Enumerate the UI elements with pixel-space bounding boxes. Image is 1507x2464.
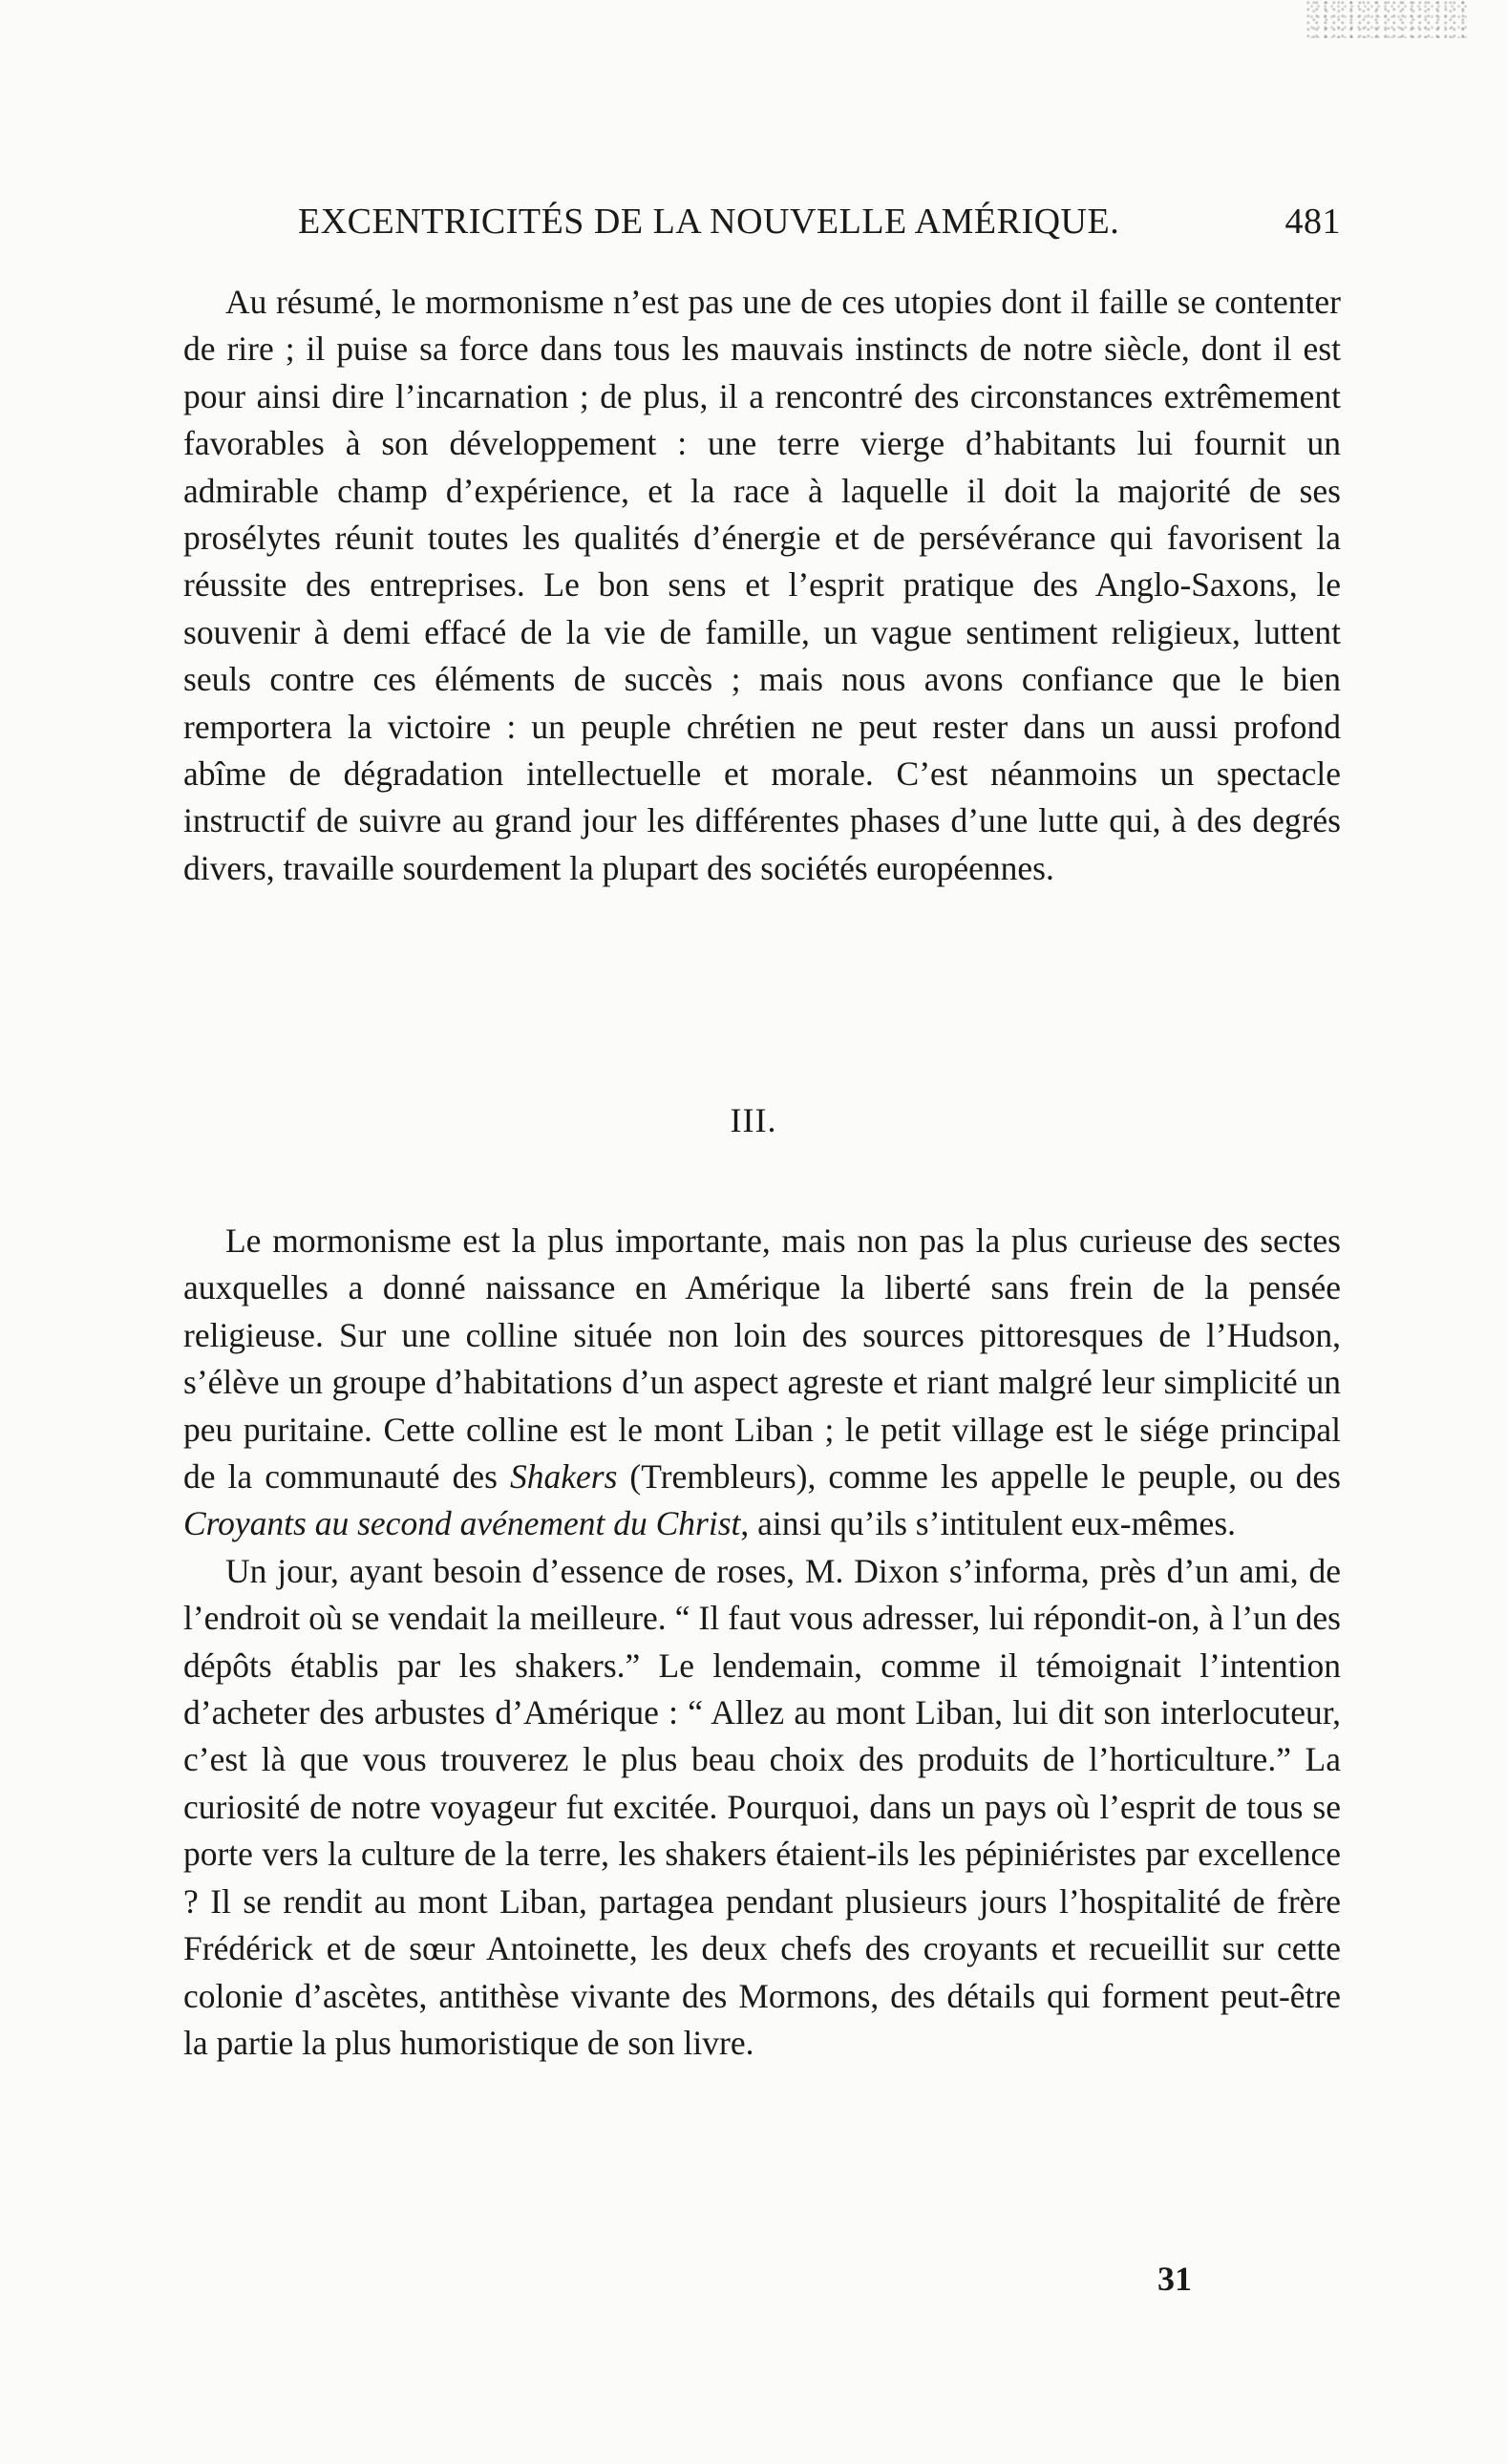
section-heading: III. [730, 1101, 777, 1139]
running-head [298, 201, 1341, 258]
paragraph-3: Un jour, ayant besoin d’essence de roses, M. Dixon s’informa, près d’un ami, de l’endroit où se vendait la meilleure. “ Il faut vous adresser, lui répondit-on, à l’un des dépôts établis par les shakers.” Le lendemain, comme il témoignait l’intention d’acheter des arbustes d’Amérique : “ Allez au mont Liban, lui dit son interlocuteur, c’est là que vous trouverez le plus beau choix des produits de l’horticulture.” La curiosité de notre voyageur fut excitée. Pourquoi, dans un pays où l’esprit de tous se porte vers la culture de la terre, les shakers étaient-ils les pépiniéristes par excellence ? Il se rendit au mont Liban, partagea pendant plusieurs jours l’hospitalité de frère Frédérick et de sœur Antoinette, les deux chefs des croyants et recueillit sur cette colonie d’ascètes, antithèse vivante des Mormons, des détails qui forment peut-être la partie la plus humoristique de son livre. [183, 1551, 1341, 2062]
paragraph-1: Au résumé, le mormonisme n’est pas une de ces utopies dont il faille se contenter de rire ; il puise sa force dans tous les mauvais instincts de notre siècle, dont il est pour ainsi dire l’incarnation ; de plus, il a rencontré des circonstances extrêmement favorables à son développement : une terre vierge d’habitants lui fournit un admirable champ d’expérience, et la race à laquelle il doit la majorité de ses prosélytes réunit toutes les qualités d’énergie et de persévérance qui favorisent la réussite des entreprises. Le bon sens et l’esprit pratique des Anglo-Saxons, le souvenir à demi effacé de la vie de famille, un vague sentiment religieux, luttent seuls contre ces éléments de succès ; mais nous avons confiance que le bien remportera la victoire : un peuple chrétien ne peut rester dans un aussi profond abîme de dégradation intellectuelle et morale. C’est néanmoins un spectacle instructif de suivre au grand jour les différentes phases d’une lutte qui, à des degrés divers, travaille sourdement la plupart des sociétés européennes. [183, 283, 1341, 887]
shakers-term: Shakers [509, 1457, 618, 1497]
page-number: 481 [1284, 202, 1341, 242]
paragraph-2-part-1: Le mormonisme est la plus importante, mais non pas la plus curieuse des sectes auxquelles a donné naissance en Amérique la liberté sans frein de la pensée religieuse. Sur une colline située non loin des sources pittoresques de l’Hudson, s’élève un groupe d’habitations d’un aspect agreste et riant malgré leur simplicité un peu puritaine. Cette colline est le mont Liban ; le petit village est le siége principal de la communauté des [183, 1221, 1341, 1497]
scan-speckle [1306, 0, 1469, 38]
signature-mark: 31 [1157, 2260, 1192, 2298]
running-title: EXCENTRICITÉS DE LA NOUVELLE AMÉRIQUE. [298, 202, 1120, 242]
paragraph-2 [183, 1218, 1341, 1548]
croyants-term: Croyants au second avénement du Christ [183, 1504, 741, 1543]
paragraph-2-part-3: , ainsi qu’ils s’intitulent eux-mêmes. [740, 1504, 1237, 1543]
paragraph-2-part-2: (Trembleurs), comme les appelle le peuple, ou des [617, 1457, 1341, 1497]
text-block-1 [183, 279, 1341, 892]
text-block-2 [183, 1218, 1341, 2067]
